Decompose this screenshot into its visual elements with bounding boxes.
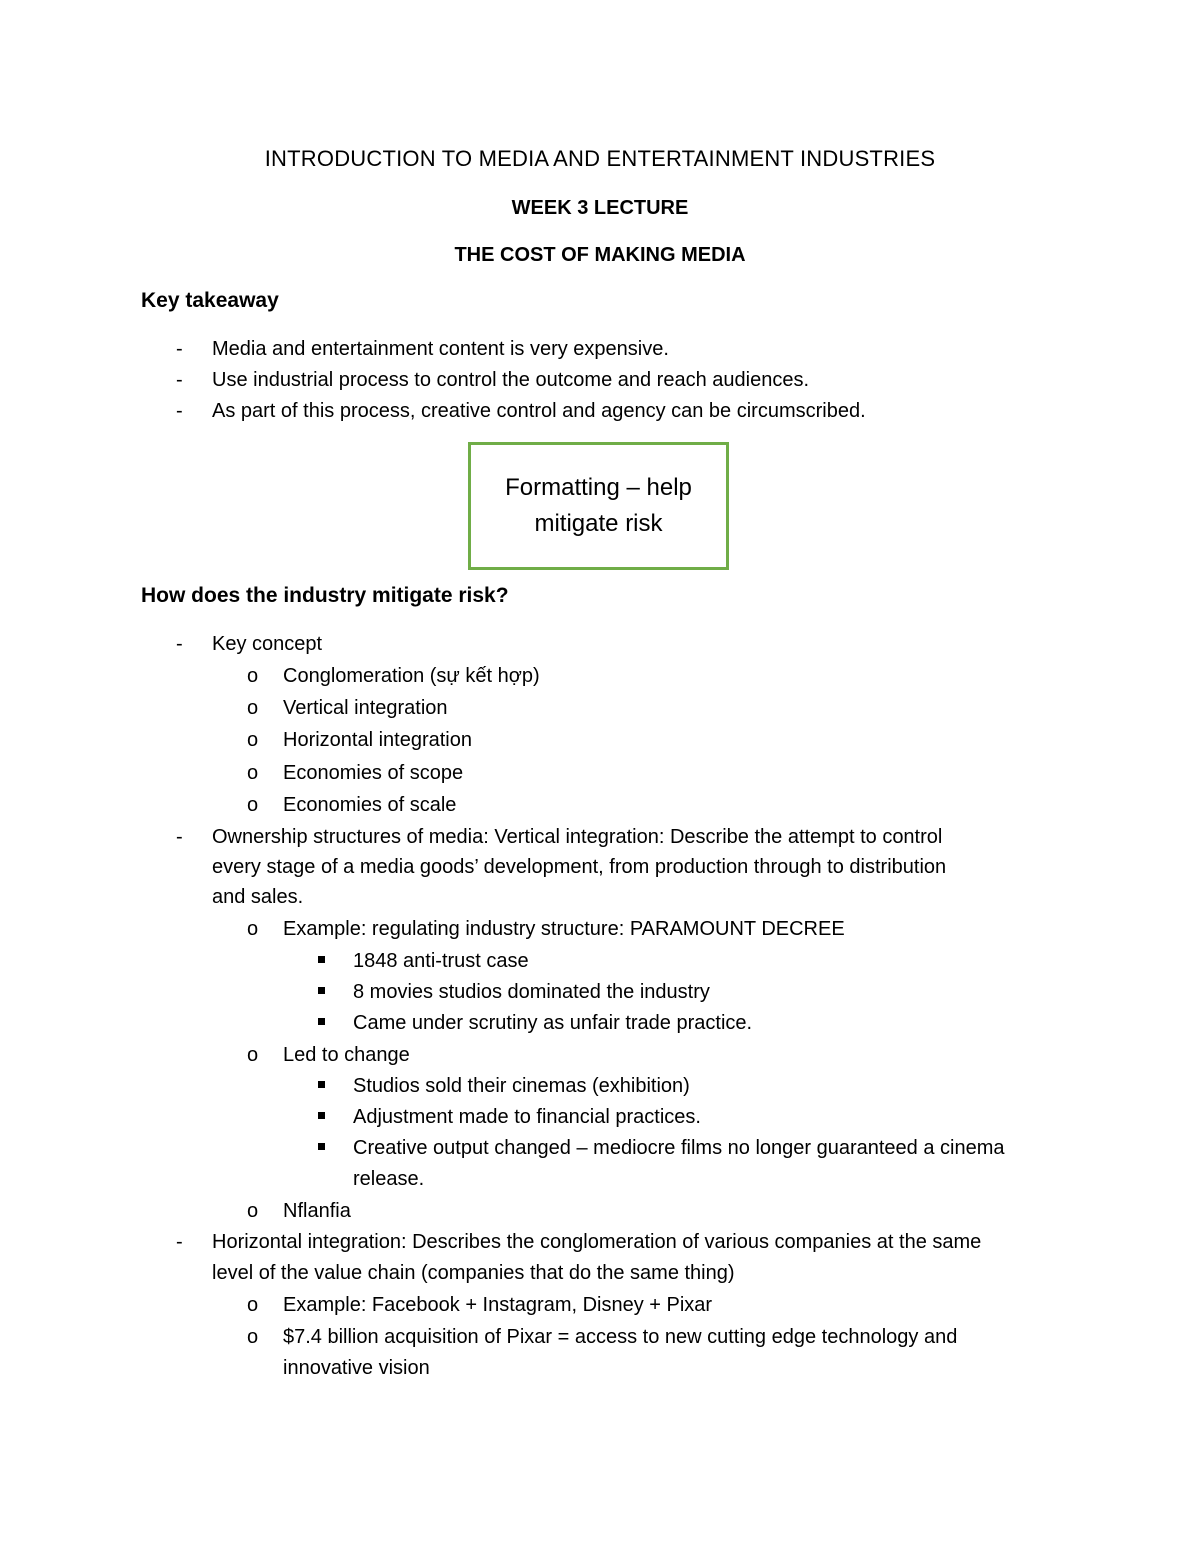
takeaway-item: Use industrial process to control the outcome and reach audiences.: [212, 369, 810, 391]
circle-bullet: o: [247, 1200, 259, 1222]
vertical-integration-text: Ownership structures of media: Vertical integration: Describe the attempt to control: [212, 826, 943, 848]
horizontal-example: Example: Facebook + Instagram, Disney + Pixar: [283, 1294, 713, 1316]
change-item: Adjustment made to financial practices.: [353, 1106, 701, 1128]
circle-bullet: o: [247, 1326, 259, 1348]
key-concept-item: Horizontal integration: [283, 729, 472, 751]
circle-bullet: o: [247, 794, 259, 816]
key-concept-item: Vertical integration: [283, 697, 448, 719]
horizontal-integration-text: level of the value chain (companies that do the same thing): [212, 1262, 735, 1284]
square-bullet: [318, 956, 325, 963]
square-bullet: [318, 1143, 325, 1150]
paramount-item: 8 movies studios dominated the industry: [353, 981, 710, 1003]
key-concept-item: Economies of scope: [283, 762, 464, 784]
circle-bullet: o: [247, 729, 259, 751]
dash-bullet: -: [176, 369, 183, 391]
vertical-integration-text: every stage of a media goods’ development, from production through to distribution: [212, 856, 947, 878]
dash-bullet: -: [176, 338, 183, 360]
paramount-item: Came under scrutiny as unfair trade practice.: [353, 1012, 753, 1034]
dash-bullet: -: [176, 826, 183, 848]
horizontal-example: $7.4 billion acquisition of Pixar = access to new cutting edge technology and: [283, 1326, 958, 1348]
callout-text: Formatting – help mitigate risk: [505, 474, 692, 537]
dash-bullet: -: [176, 633, 183, 655]
key-concept-label: Key concept: [212, 633, 323, 655]
change-item: release.: [353, 1168, 425, 1190]
paramount-item: 1848 anti-trust case: [353, 950, 529, 972]
circle-bullet: o: [247, 697, 259, 719]
week-label: WEEK 3 LECTURE: [511, 197, 689, 219]
risk-heading: How does the industry mitigate risk?: [141, 584, 509, 607]
dash-bullet: -: [176, 1231, 183, 1253]
takeaway-item: Media and entertainment content is very expensive.: [212, 338, 669, 360]
vertical-integration-text: and sales.: [212, 886, 304, 908]
circle-bullet: o: [247, 665, 259, 687]
square-bullet: [318, 1112, 325, 1119]
course-title: INTRODUCTION TO MEDIA AND ENTERTAINMENT INDUSTRIES: [264, 146, 936, 171]
change-item: Studios sold their cinemas (exhibition): [353, 1075, 690, 1097]
paramount-example: Example: regulating industry structure: PARAMOUNT DECREE: [283, 918, 845, 940]
circle-bullet: o: [247, 1044, 259, 1066]
key-concept-item: Economies of scale: [283, 794, 457, 816]
horizontal-integration-text: Horizontal integration: Describes the conglomeration of various companies at the same: [212, 1231, 982, 1253]
key-concept-item: Conglomeration (sự kết hợp): [283, 665, 540, 687]
square-bullet: [318, 987, 325, 994]
circle-bullet: o: [247, 918, 259, 940]
callout-box: [468, 442, 729, 570]
led-to-change: Led to change: [283, 1044, 410, 1066]
key-takeaway-heading: Key takeaway: [141, 289, 279, 312]
square-bullet: [318, 1018, 325, 1025]
horizontal-example: innovative vision: [283, 1357, 430, 1379]
nflanfia-item: Nflanfia: [283, 1200, 351, 1222]
square-bullet: [318, 1081, 325, 1088]
circle-bullet: o: [247, 1294, 259, 1316]
dash-bullet: -: [176, 400, 183, 422]
circle-bullet: o: [247, 762, 259, 784]
takeaway-item: As part of this process, creative control and agency can be circumscribed.: [212, 400, 866, 422]
change-item: Creative output changed – mediocre films no longer guaranteed a cinema: [353, 1137, 1005, 1159]
topic-title: THE COST OF MAKING MEDIA: [454, 244, 746, 266]
